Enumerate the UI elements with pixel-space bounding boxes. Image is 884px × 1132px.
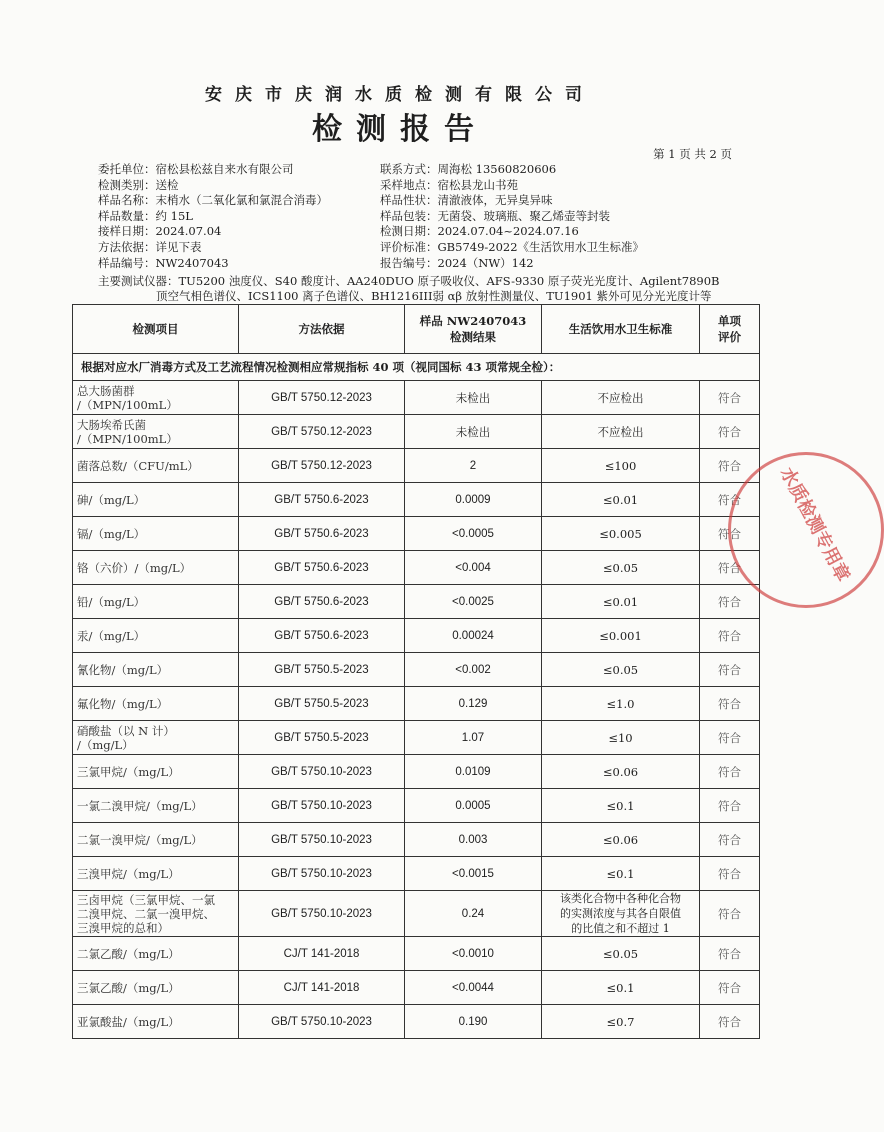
cell-limit: ≤0.001 <box>542 619 700 653</box>
table-row <box>73 449 760 483</box>
table-row <box>73 823 760 857</box>
table-row <box>73 585 760 619</box>
cell-result: <0.0025 <box>405 585 542 619</box>
cell-limit: ≤0.005 <box>542 517 700 551</box>
report-meta <box>98 162 748 271</box>
cell-item: 氟化物/（mg/L） <box>73 687 239 721</box>
cell-eval: 符合 <box>700 687 760 721</box>
cell-method: GB/T 5750.10-2023 <box>239 789 405 823</box>
cell-result: 0.003 <box>405 823 542 857</box>
cell-eval: 符合 <box>700 585 760 619</box>
section-heading: 根据对应水厂消毒方式及工艺流程情况检测相应常规指标 40 项（视同国标 43 项常规全检）： <box>73 354 760 381</box>
cell-result: 0.0005 <box>405 789 542 823</box>
table-row <box>73 619 760 653</box>
header-method: 方法依据 <box>239 305 405 354</box>
meta-right-field: 样品性状：清澈液体，无异臭异味 <box>380 193 553 208</box>
table-row <box>73 415 760 449</box>
meta-right-field: 样品包装：无菌袋、玻璃瓶、聚乙烯壶等封装 <box>380 208 610 223</box>
cell-result: <0.0044 <box>405 971 542 1005</box>
cell-limit: ≤0.7 <box>542 1005 700 1039</box>
cell-eval: 符合 <box>700 449 760 483</box>
cell-eval: 符合 <box>700 517 760 551</box>
cell-item: 二氯一溴甲烷/（mg/L） <box>73 823 239 857</box>
cell-method: GB/T 5750.12-2023 <box>239 449 405 483</box>
meta-row <box>98 193 748 209</box>
cell-item: 三氯乙酸/（mg/L） <box>73 971 239 1005</box>
cell-item: 铅/（mg/L） <box>73 585 239 619</box>
header-item: 检测项目 <box>73 305 239 354</box>
cell-eval: 符合 <box>700 381 760 415</box>
cell-item: 总大肠菌群 /（MPN/100mL） <box>73 381 239 415</box>
cell-eval: 符合 <box>700 483 760 517</box>
meta-right-field: 评价标准：GB5749-2022《生活饮用水卫生标准》 <box>380 239 645 254</box>
meta-row <box>98 209 748 225</box>
cell-result: <0.0010 <box>405 937 542 971</box>
page-info: 第 1 页 共 2 页 <box>653 147 732 161</box>
cell-result: <0.004 <box>405 551 542 585</box>
cell-eval: 符合 <box>700 789 760 823</box>
table-header-row <box>73 305 760 354</box>
cell-item: 三溴甲烷/（mg/L） <box>73 857 239 891</box>
cell-eval: 符合 <box>700 619 760 653</box>
table-row <box>73 971 760 1005</box>
cell-result: <0.0005 <box>405 517 542 551</box>
table-row <box>73 721 760 755</box>
table-row <box>73 789 760 823</box>
table-row <box>73 653 760 687</box>
cell-method: GB/T 5750.6-2023 <box>239 619 405 653</box>
instrument-list <box>98 274 728 304</box>
header-result <box>405 305 542 354</box>
cell-item: 铬（六价）/（mg/L） <box>73 551 239 585</box>
header-limit: 生活饮用水卫生标准 <box>542 305 700 354</box>
table-row <box>73 891 760 937</box>
company-name: 安庆市庆润水质检测有限公司 <box>205 85 595 105</box>
cell-result: 0.24 <box>405 891 542 937</box>
cell-item: 汞/（mg/L） <box>73 619 239 653</box>
meta-row <box>98 224 748 240</box>
cell-method: GB/T 5750.10-2023 <box>239 1005 405 1039</box>
cell-result: 0.129 <box>405 687 542 721</box>
cell-result: 0.190 <box>405 1005 542 1039</box>
cell-eval: 符合 <box>700 551 760 585</box>
cell-item: 硝酸盐（以 N 计） /（mg/L） <box>73 721 239 755</box>
cell-eval: 符合 <box>700 823 760 857</box>
cell-result: 1.07 <box>405 721 542 755</box>
cell-method: GB/T 5750.5-2023 <box>239 687 405 721</box>
results-table <box>72 304 760 1039</box>
cell-item: 亚氯酸盐/（mg/L） <box>73 1005 239 1039</box>
meta-right-field: 采样地点：宿松县龙山书苑 <box>380 177 518 192</box>
cell-result: 未检出 <box>405 381 542 415</box>
meta-left-field: 委托单位：宿松县松兹自来水有限公司 <box>98 162 294 176</box>
cell-method: GB/T 5750.6-2023 <box>239 585 405 619</box>
cell-result: <0.002 <box>405 653 542 687</box>
cell-item: 三卤甲烷（三氯甲烷、一氯 二溴甲烷、二氯一溴甲烷、 三溴甲烷的总和） <box>73 891 239 937</box>
meta-row <box>98 162 748 178</box>
cell-method: GB/T 5750.10-2023 <box>239 857 405 891</box>
cell-method: GB/T 5750.12-2023 <box>239 415 405 449</box>
cell-result: 0.0109 <box>405 755 542 789</box>
cell-method: GB/T 5750.12-2023 <box>239 381 405 415</box>
meta-row <box>98 256 748 272</box>
meta-left-field: 接样日期：2024.07.04 <box>98 224 222 239</box>
meta-row <box>98 178 748 194</box>
table-row <box>73 937 760 971</box>
instrument-line-2: 顶空气相色谱仪、ICS1100 离子色谱仪、BH1216III弱 αβ 放射性测量仪、TU1901 紫外可见分光光度计等 <box>156 289 712 303</box>
cell-eval: 符合 <box>700 857 760 891</box>
cell-eval: 符合 <box>700 937 760 971</box>
cell-eval: 符合 <box>700 1005 760 1039</box>
cell-method: GB/T 5750.5-2023 <box>239 721 405 755</box>
meta-row <box>98 240 748 256</box>
cell-method: GB/T 5750.6-2023 <box>239 517 405 551</box>
cell-item: 大肠埃希氏菌 /（MPN/100mL） <box>73 415 239 449</box>
cell-limit: ≤0.01 <box>542 585 700 619</box>
cell-limit: 不应检出 <box>542 381 700 415</box>
table-row <box>73 483 760 517</box>
meta-left-field: 样品名称：末梢水（二氧化氯和氯混合消毒） <box>98 193 328 208</box>
cell-limit: ≤0.1 <box>542 789 700 823</box>
table-row <box>73 381 760 415</box>
header-sample-id: 样品 NW2407043 <box>419 314 527 328</box>
cell-item: 氰化物/（mg/L） <box>73 653 239 687</box>
cell-limit: ≤0.06 <box>542 755 700 789</box>
cell-result: 未检出 <box>405 415 542 449</box>
cell-limit: ≤0.01 <box>542 483 700 517</box>
meta-right-field: 报告编号：2024（NW）142 <box>380 255 534 270</box>
meta-left-field: 方法依据：详见下表 <box>98 239 202 254</box>
cell-method: GB/T 5750.10-2023 <box>239 891 405 937</box>
meta-left-field: 样品编号：NW2407043 <box>98 255 229 270</box>
cell-method: GB/T 5750.10-2023 <box>239 823 405 857</box>
cell-item: 二氯乙酸/（mg/L） <box>73 937 239 971</box>
cell-method: GB/T 5750.5-2023 <box>239 653 405 687</box>
cell-limit: ≤0.05 <box>542 653 700 687</box>
cell-item: 镉/（mg/L） <box>73 517 239 551</box>
cell-result: 0.00024 <box>405 619 542 653</box>
meta-left-field: 检测类别：送检 <box>98 177 179 192</box>
report-title: 检测报告 <box>312 112 488 147</box>
cell-method: CJ/T 141-2018 <box>239 971 405 1005</box>
cell-method: GB/T 5750.6-2023 <box>239 551 405 585</box>
cell-limit: ≤0.06 <box>542 823 700 857</box>
cell-method: CJ/T 141-2018 <box>239 937 405 971</box>
cell-eval: 符合 <box>700 653 760 687</box>
cell-limit: ≤0.05 <box>542 937 700 971</box>
meta-left-field: 样品数量：约 15L <box>98 208 193 223</box>
red-seal-stamp: 水质检测专用章 <box>728 452 884 608</box>
cell-limit: ≤0.1 <box>542 971 700 1005</box>
cell-eval: 符合 <box>700 415 760 449</box>
cell-result: 0.0009 <box>405 483 542 517</box>
cell-result: 2 <box>405 449 542 483</box>
cell-item: 砷/（mg/L） <box>73 483 239 517</box>
cell-eval: 符合 <box>700 971 760 1005</box>
table-row <box>73 551 760 585</box>
table-row <box>73 687 760 721</box>
table-row <box>73 857 760 891</box>
header-eval-line2: 评价 <box>718 330 741 344</box>
header-result-label: 检测结果 <box>450 330 496 344</box>
cell-result: <0.0015 <box>405 857 542 891</box>
header-eval-line1: 单项 <box>718 314 741 328</box>
cell-limit: 不应检出 <box>542 415 700 449</box>
instrument-line-1: 主要测试仪器：TU5200 浊度仪、S40 酸度计、AA240DUO 原子吸收仪、AFS-9330 原子荧光光度计、Agilent7890B <box>98 274 720 288</box>
cell-eval: 符合 <box>700 755 760 789</box>
meta-right-field: 检测日期：2024.07.04~2024.07.16 <box>380 224 579 239</box>
table-row <box>73 517 760 551</box>
cell-limit: ≤100 <box>542 449 700 483</box>
cell-item: 一氯二溴甲烷/（mg/L） <box>73 789 239 823</box>
meta-right-field: 联系方式：周海松 13560820606 <box>380 162 557 176</box>
cell-eval: 符合 <box>700 721 760 755</box>
cell-limit: ≤1.0 <box>542 687 700 721</box>
cell-eval: 符合 <box>700 891 760 937</box>
cell-limit: ≤0.05 <box>542 551 700 585</box>
table-row <box>73 755 760 789</box>
cell-limit: 该类化合物中各种化合物 的实测浓度与其各自限值 的比值之和不超过 1 <box>542 891 700 937</box>
section-row <box>73 354 760 381</box>
cell-item: 菌落总数/（CFU/mL） <box>73 449 239 483</box>
cell-limit: ≤10 <box>542 721 700 755</box>
header-eval <box>700 305 760 354</box>
cell-method: GB/T 5750.6-2023 <box>239 483 405 517</box>
cell-item: 三氯甲烷/（mg/L） <box>73 755 239 789</box>
table-row <box>73 1005 760 1039</box>
cell-method: GB/T 5750.10-2023 <box>239 755 405 789</box>
cell-limit: ≤0.1 <box>542 857 700 891</box>
